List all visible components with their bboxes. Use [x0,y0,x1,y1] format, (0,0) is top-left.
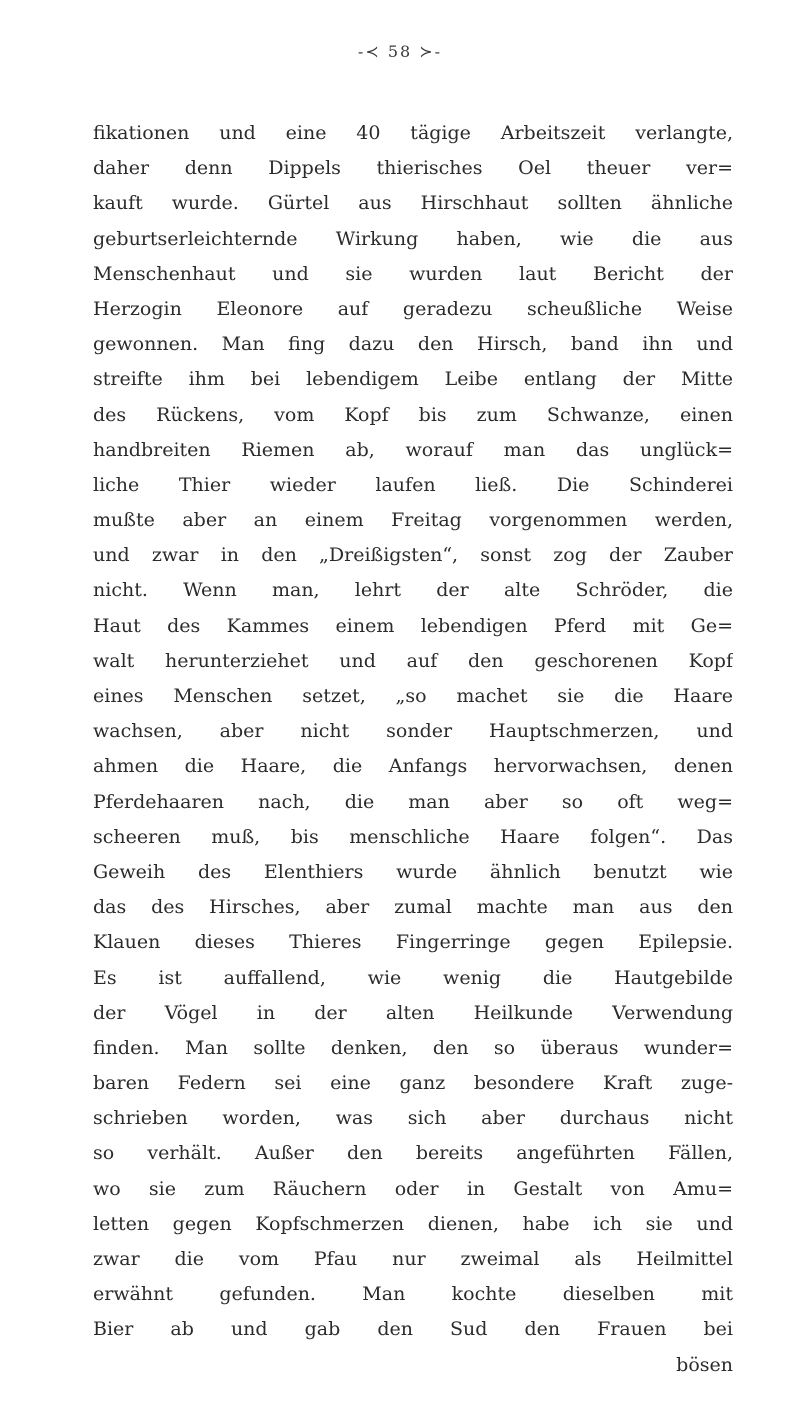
text-line: Menschenhaut und sie wurden laut Bericht der [93,262,733,285]
text-line: geburtserleichternde Wirkung haben, wie die aus [93,227,733,250]
text-line: so verhält. Außer den bereits angeführten Fällen, [93,1142,733,1165]
text-line: handbreiten Riemen ab, worauf man das unglück= [93,438,733,461]
text-line: walt herunterziehet und auf den geschorenen Kopf [93,649,733,672]
text-line: ahmen die Haare, die Anfangs hervorwachsen, denen [93,755,733,778]
text-line: wo sie zum Räuchern oder in Gestalt von Amu= [93,1177,733,1200]
text-line: Klauen dieses Thieres Fingerringe gegen Epilepsie. [93,931,733,954]
text-line: kauft wurde. Gürtel aus Hirschhaut sollten ähnliche [93,192,733,215]
text-line: erwähnt gefunden. Man kochte dieselben mit [93,1283,733,1306]
text-line: schrieben worden, was sich aber durchaus nicht [93,1107,733,1130]
text-line: zwar die vom Pfau nur zweimal als Heilmittel [93,1248,733,1270]
text-line: streifte ihm bei lebendigem Leibe entlang der Mitte [93,368,733,391]
text-line: der Vögel in der alten Heilkunde Verwendung [93,1001,733,1024]
text-line: eines Menschen setzet, „so machet sie die Haare [93,685,733,707]
text-line: Haut des Kammes einem lebendigen Pferd mit Ge= [93,614,733,637]
text-line: daher denn Dippels thierisches Oel theuer ver= [93,157,733,180]
text-line: gewonnen. Man fing dazu den Hirsch, band ihn und [93,333,733,356]
text-line: das des Hirsches, aber zumal machte man aus den [93,896,733,919]
text-line: mußte aber an einem Freitag vorgenommen werden, [93,509,733,532]
text-line: Es ist auffallend, wie wenig die Hautgebilde [93,966,733,989]
text-line: Geweih des Elenthiers wurde ähnlich benutzt wie [93,860,733,883]
text-line: scheeren muß, bis menschliche Haare folgen“. Das [93,825,733,848]
text-line: Bier ab und gab den Sud den Frauen bei [93,1318,733,1341]
text-line: des Rückens, vom Kopf bis zum Schwanze, einen [93,403,733,426]
text-line: liche Thier wieder laufen ließ. Die Schinderei [93,473,733,496]
text-line: und zwar in den „Dreißigsten“, sonst zog der Zauber [93,544,733,567]
catchword-line: bösen [676,1353,733,1376]
text-line: nicht. Wenn man, lehrt der alte Schröder, die [93,579,733,602]
text-line: Pferdehaaren nach, die man aber so oft weg= [93,790,733,813]
body-text [93,116,733,1383]
text-line: baren Federn sei eine ganz besondere Kraft zuge- [93,1072,733,1095]
text-line: letten gegen Kopfschmerzen dienen, habe ich sie und [93,1212,733,1235]
text-line: finden. Man sollte denken, den so überaus wunder= [93,1036,733,1059]
text-line: fikationen und eine 40 tägige Arbeitszeit verlangte, [93,122,733,144]
page-number-header: -≺ 58 ≻- [357,42,443,61]
text-line: Herzogin Eleonore auf geradezu scheußliche Weise [93,297,733,320]
text-line: wachsen, aber nicht sonder Hauptschmerzen, und [93,720,733,743]
